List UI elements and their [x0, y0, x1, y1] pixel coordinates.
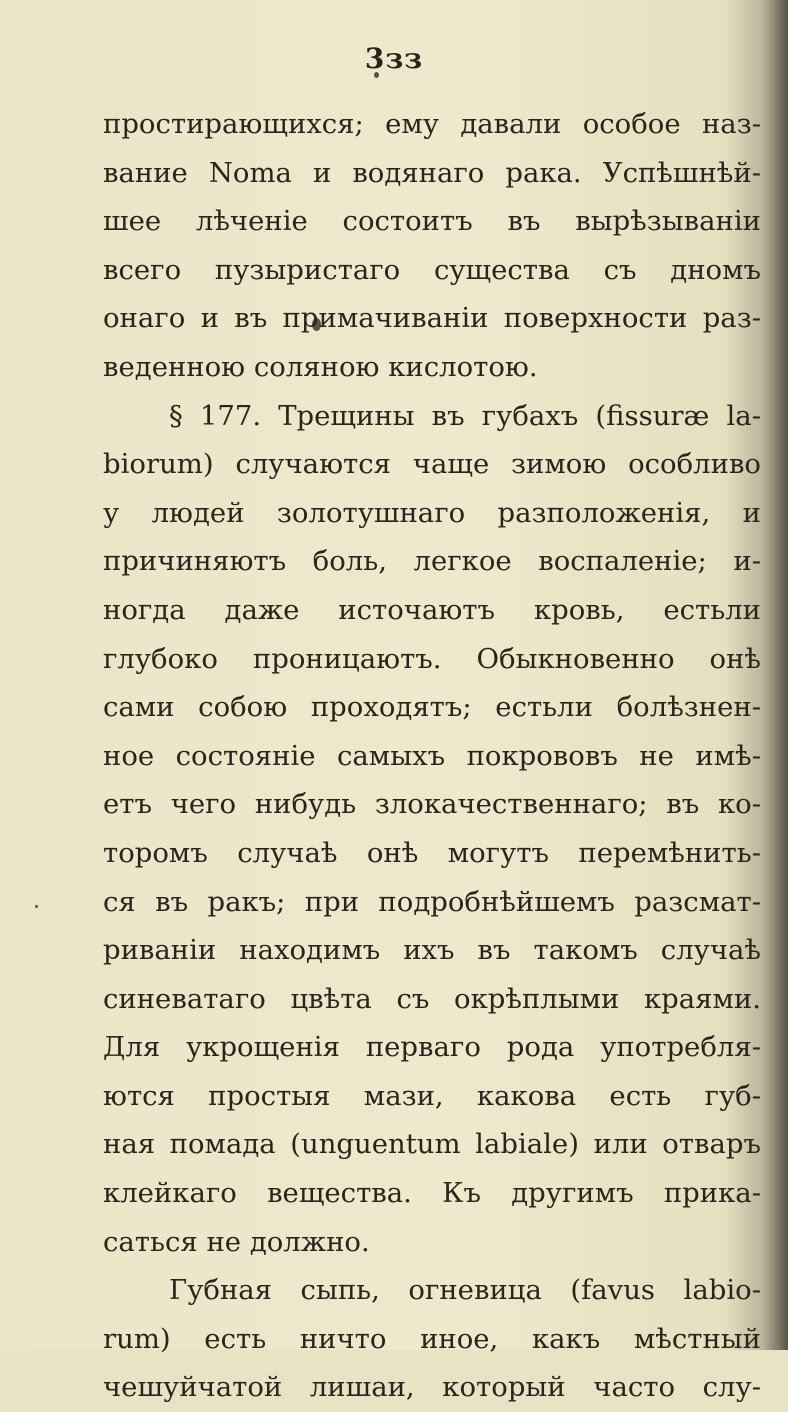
text-line: biorum) случаются чаще зимою особливо: [103, 448, 761, 481]
text-line: ногда даже источаютъ кровь, естьли: [103, 593, 761, 626]
page-number: 3зз: [364, 42, 424, 75]
text-line: Для укрощенія перваго рода употребля-: [103, 1031, 761, 1064]
text-line: причиняютъ боль, легкое воспаленіе; и-: [103, 545, 761, 578]
text-line: торомъ случаѣ онѣ могутъ перемѣнить-: [103, 836, 761, 869]
text-line: ся въ ракъ; при подробнѣйшемъ разсмат-: [103, 885, 761, 918]
paragraph-start-line: Губная сыпь, огневица (favus labio-: [169, 1274, 761, 1307]
text-line: клейкаго вещества. Къ другимъ прика-: [103, 1177, 761, 1210]
text-line: простирающихся; ему давали особое наз-: [103, 108, 761, 140]
text-line: веденною соляною кислотою.: [103, 350, 538, 383]
text-line: чешуйчатой лишаи, который часто слу-: [103, 1371, 761, 1404]
text-line: ная помада (unguentum labiale) или отваръ: [103, 1128, 761, 1161]
text-line: онаго и въ примачиваніи поверхности раз-: [103, 302, 761, 335]
section-heading-line: § 177. Трещины въ губахъ (fissuræ la-: [169, 399, 761, 432]
text-line: риваніи находимъ ихъ въ такомъ случаѣ: [103, 934, 761, 967]
text-line: шее лѣченіе состоитъ въ вырѣзываніи: [103, 205, 761, 238]
text-line: саться не должно.: [103, 1225, 370, 1258]
text-line: вание Noma и водянаго рака. Успѣшнѣй-: [103, 156, 761, 189]
text-line: глубоко проницаютъ. Обыкновенно онѣ: [103, 642, 761, 675]
text-line: rum) есть ничто иное, какъ мѣстный: [103, 1322, 761, 1355]
text-line: ются простыя мази, какова есть губ-: [103, 1079, 761, 1112]
text-line: етъ чего нибудь злокачественнаго; въ ко-: [103, 788, 761, 821]
page-edge-shadow: [762, 0, 788, 1350]
text-line: синеватаго цвѣта съ окрѣплыми краями.: [103, 982, 761, 1015]
text-line: всего пузыристаго существа съ дномъ: [103, 253, 761, 286]
text-line: у людей золотушнаго разположенія, и: [103, 496, 761, 529]
text-line: сами собою проходятъ; естьли болѣзнен-: [103, 691, 761, 724]
text-line: ное состояніе самыхъ покрововъ не имѣ-: [103, 739, 761, 772]
body-text: [103, 100, 761, 1412]
